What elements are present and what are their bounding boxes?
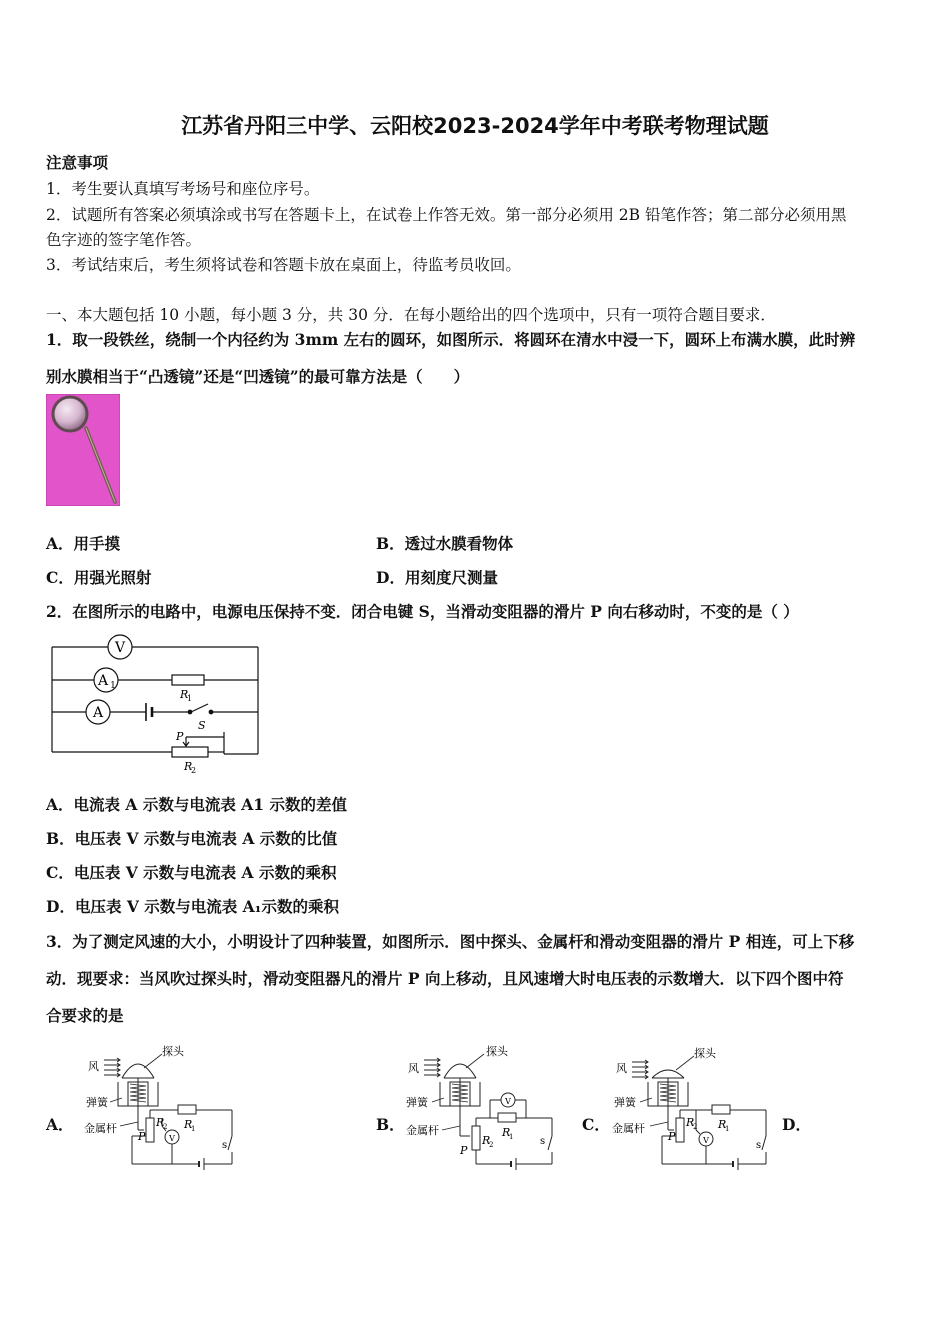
q1-option-a: A．用手摸 xyxy=(46,534,121,553)
q3a-spring-label: 弹簧 xyxy=(86,1096,108,1109)
q2-slider-label: P xyxy=(176,730,184,743)
q1-stem-line2: 别水膜相当于“凸透镜”还是“凹透镜”的最可靠方法是（ ） xyxy=(46,367,470,386)
q3-option-a: A． xyxy=(46,1115,74,1134)
q2-switch-label: S xyxy=(198,719,206,732)
q2-option-d: D．电压表 V 示数与电流表 A₁示数的乘积 xyxy=(46,897,339,916)
q2-r1-label: R xyxy=(180,688,189,701)
q2-ammeter-a1-sub: 1 xyxy=(110,681,116,691)
q3c-voltmeter-label: V xyxy=(703,1136,709,1145)
q3b-r1-label: R xyxy=(502,1126,511,1139)
q3c-r1-label: R xyxy=(718,1118,727,1131)
q3c-r1-sub: 1 xyxy=(725,1125,730,1133)
q1-ring-photo xyxy=(46,394,120,506)
notice-item-1: 1．考生要认真填写考场号和座位序号。 xyxy=(46,180,320,198)
q3b-r2-sub: 2 xyxy=(489,1141,494,1149)
q3b-voltmeter-label: V xyxy=(505,1097,511,1106)
q1-stem-line1: 1．取一段铁丝，绕制一个内径约为 3mm 左右的圆环，如图所示．将圆环在清水中浸一下，圆环上布满水膜，此时辨 xyxy=(46,330,856,349)
q3b-wind-label: 风 xyxy=(408,1062,419,1075)
q3-option-c: C． xyxy=(582,1115,610,1134)
notice-heading: 注意事项 xyxy=(46,153,109,172)
q1-option-d: D．用刻度尺测量 xyxy=(376,568,498,587)
q3a-probe-label: 探头 xyxy=(162,1045,184,1058)
q3-stem-line1: 3．为了测定风速的大小，小明设计了四种装置，如图所示．图中探头、金属杆和滑动变阻器的滑片 P 相连，可上下移 xyxy=(46,932,855,951)
q2-r2-label: R xyxy=(184,760,193,773)
q3c-switch-label: s xyxy=(756,1140,762,1151)
q2-option-b: B．电压表 V 示数与电流表 A 示数的比值 xyxy=(46,829,338,848)
q3b-r2-label: R xyxy=(482,1134,491,1147)
q3a-r2-label: R xyxy=(156,1116,165,1129)
q3a-switch-label: s xyxy=(222,1140,228,1151)
q3c-spring-label: 弹簧 xyxy=(614,1096,636,1109)
q3a-p-label: P xyxy=(138,1130,146,1143)
q2-circuit-diagram xyxy=(46,632,266,778)
q3-figure-a xyxy=(82,1040,242,1180)
q3b-spring-label: 弹簧 xyxy=(406,1096,428,1109)
q2-r2-sub: 2 xyxy=(191,766,197,775)
q3-stem-line2: 动．现要求：当风吹过探头时，滑动变阻器凡的滑片 P 向上移动，且风速增大时电压表的示数增大．以下四个图中符 xyxy=(46,969,844,988)
q3a-wind-label: 风 xyxy=(88,1060,99,1073)
q3c-rod-label: 金属杆 xyxy=(612,1122,645,1135)
notice-item-3: 3．考试结束后，考生须将试卷和答题卡放在桌面上，待监考员收回。 xyxy=(46,256,521,274)
q1-option-c: C．用强光照射 xyxy=(46,568,152,587)
q2-ammeter-a1-label: A xyxy=(97,673,109,689)
q3c-probe-label: 探头 xyxy=(694,1047,716,1060)
q3-figure-c xyxy=(612,1040,774,1180)
q2-option-a: A．电流表 A 示数与电流表 A1 示数的差值 xyxy=(46,795,347,814)
q3b-probe-label: 探头 xyxy=(486,1045,508,1058)
q2-r1-sub: 1 xyxy=(187,694,193,703)
q3a-r1-label: R xyxy=(184,1118,193,1131)
q2-stem: 2．在图所示的电路中，电源电压保持不变．闭合电键 S，当滑动变阻器的滑片 P 向右移动时，不变的是（ ） xyxy=(46,602,799,621)
q2-voltmeter-label: V xyxy=(114,640,126,656)
q3a-r2-sub: 2 xyxy=(163,1123,168,1131)
page-title: 江苏省丹阳三中学、云阳校2023-2024学年中考联考物理试题 xyxy=(181,114,769,138)
q2-ammeter-a-label: A xyxy=(92,705,104,721)
q3a-voltmeter-label: V xyxy=(169,1134,175,1143)
q3b-p-label: P xyxy=(460,1144,468,1157)
q3b-r1-sub: 1 xyxy=(509,1133,514,1141)
q3c-r2-label: R xyxy=(686,1116,695,1129)
q3-figure-b xyxy=(404,1040,564,1180)
notice-item-2: 2．试题所有答案必须填涂或书写在答题卡上，在试卷上作答无效。第一部分必须用 2B 铅笔作答；第二部分必须用黑 xyxy=(46,206,847,224)
notice-item-2-cont: 色字迹的签字笔作答。 xyxy=(46,231,202,249)
q3-option-b: B． xyxy=(376,1115,405,1134)
q3-stem-line3: 合要求的是 xyxy=(46,1006,124,1025)
section1-instructions: 一、本大题包括 10 小题，每小题 3 分，共 30 分．在每小题给出的四个选项中，只有一项符合题目要求． xyxy=(46,306,776,324)
q3c-p-label: P xyxy=(668,1130,676,1143)
q3c-r2-sub: 2 xyxy=(693,1123,698,1131)
q1-option-b: B．透过水膜看物体 xyxy=(376,534,514,553)
q3b-switch-label: s xyxy=(540,1136,546,1147)
q3b-rod-label: 金属杆 xyxy=(406,1124,439,1137)
q2-option-c: C．电压表 V 示数与电流表 A 示数的乘积 xyxy=(46,863,337,882)
q3a-r1-sub: 1 xyxy=(191,1125,196,1133)
q3-option-d: D． xyxy=(782,1115,811,1134)
q3a-rod-label: 金属杆 xyxy=(84,1122,117,1135)
q3c-wind-label: 风 xyxy=(616,1062,627,1075)
